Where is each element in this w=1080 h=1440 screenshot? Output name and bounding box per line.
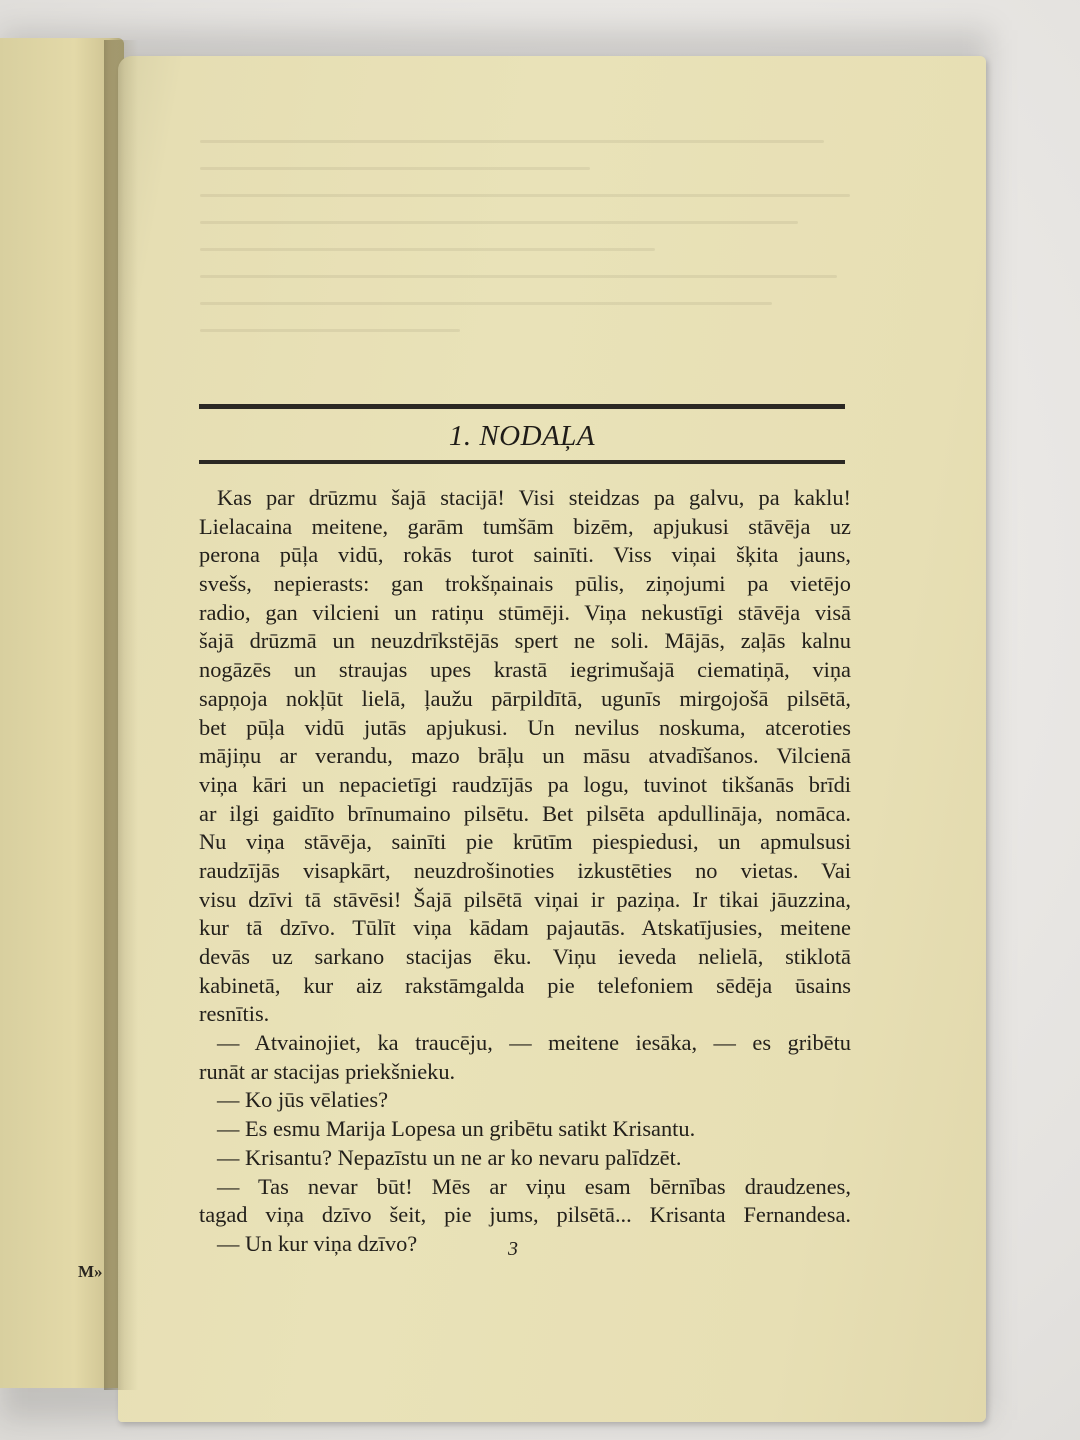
book-gutter	[104, 40, 138, 1390]
chapter-rule-bottom	[199, 460, 845, 464]
text-line: resnītis.	[199, 1001, 270, 1027]
dialogue-line: — Atvainojiet, ka traucēju, — meitene iesāka, — es gribētu	[217, 1030, 851, 1056]
dialogue-line: — Tas nevar būt! Mēs ar viņu esam bērnības draudzenes,	[217, 1173, 851, 1199]
text-line: svešs, nepierasts: gan trokšņainais pūlis, ziņojumi pa vietējo	[199, 571, 851, 597]
page-number: 3	[508, 1238, 518, 1260]
left-page-edge-text: M»	[78, 1262, 103, 1281]
bleed-through-text	[200, 140, 850, 400]
text-line: bet pūļa vidū jutās apjukusi. Un nevilus noskuma, atceroties	[199, 714, 851, 740]
text-line: runāt ar stacijas priekšnieku.	[199, 1058, 456, 1084]
text-line: raudzījās visapkārt, neuzdrošinoties izkustēties no vietas. Vai	[199, 857, 851, 883]
text-line: kur tā dzīvo. Tūlīt viņa kādam pajautās. Atskatījusies, meitene	[199, 915, 851, 941]
chapter-body-text	[199, 484, 851, 1259]
text-line: Nu viņa stāvēja, sainīti pie krūtīm piespiedusi, un apmulsusi	[199, 829, 851, 855]
text-line: Lielacaina meitene, garām tumšām bizēm, apjukusi stāvēja uz	[199, 513, 851, 539]
chapter-rule-top	[199, 404, 845, 409]
text-line: sapņoja nokļūt lielā, ļaužu pārpildītā, ugunīs mirgojošā pilsētā,	[199, 685, 851, 711]
text-line: radio, gan vilcieni un ratiņu stūmēji. Viņa nekustīgi stāvēja visā	[199, 599, 851, 625]
text-line: devās uz sarkano stacijas ēku. Viņu ieveda nelielā, stiklotā	[199, 944, 851, 969]
dialogue-line: — Ko jūs vēlaties?	[217, 1087, 389, 1113]
text-line: ar ilgi gaidīto brīnumaino pilsētu. Bet pilsēta apdullināja, nomāca.	[199, 800, 851, 826]
text-line: šajā drūzmā un neuzdrīkstējās spert ne soli. Mājās, zaļās kalnu	[199, 628, 851, 654]
text-line: nogāzēs un straujas upes krastā iegrimušajā ciematiņā, viņa	[199, 657, 851, 683]
text-line: kabinetā, kur aiz rakstāmgalda pie telefoniem sēdēja ūsains	[199, 972, 851, 998]
dialogue-line: — Krisantu? Nepazīstu un ne ar ko nevaru palīdzēt.	[217, 1144, 682, 1170]
text-line: mājiņu ar verandu, mazo brāļu un māsu atvadīšanos. Vilcienā	[199, 743, 851, 769]
text-line: visu dzīvi tā stāvēsi! Šajā pilsētā viņai ir paziņa. Ir tikai jāuzzina,	[199, 886, 851, 912]
text-line: viņa kāri un nepacietīgi raudzījās pa logu, tuvinot tikšanās brīdi	[199, 771, 851, 797]
dialogue-line: — Un kur viņa dzīvo?	[217, 1230, 418, 1256]
text-line: Kas par drūzmu šajā stacijā! Visi steidzas pa galvu, pa kaklu!	[217, 485, 851, 510]
chapter-title: 1. NODAĻA	[448, 420, 596, 452]
dialogue-line: — Es esmu Marija Lopesa un gribētu satikt Krisantu.	[217, 1116, 696, 1142]
text-line: tagad viņa dzīvo šeit, pie jums, pilsētā... Krisanta Fernandesa.	[199, 1202, 851, 1228]
text-line: perona pūļa vidū, rokās turot sainīti. Viss viņai šķita jauns,	[199, 542, 851, 568]
